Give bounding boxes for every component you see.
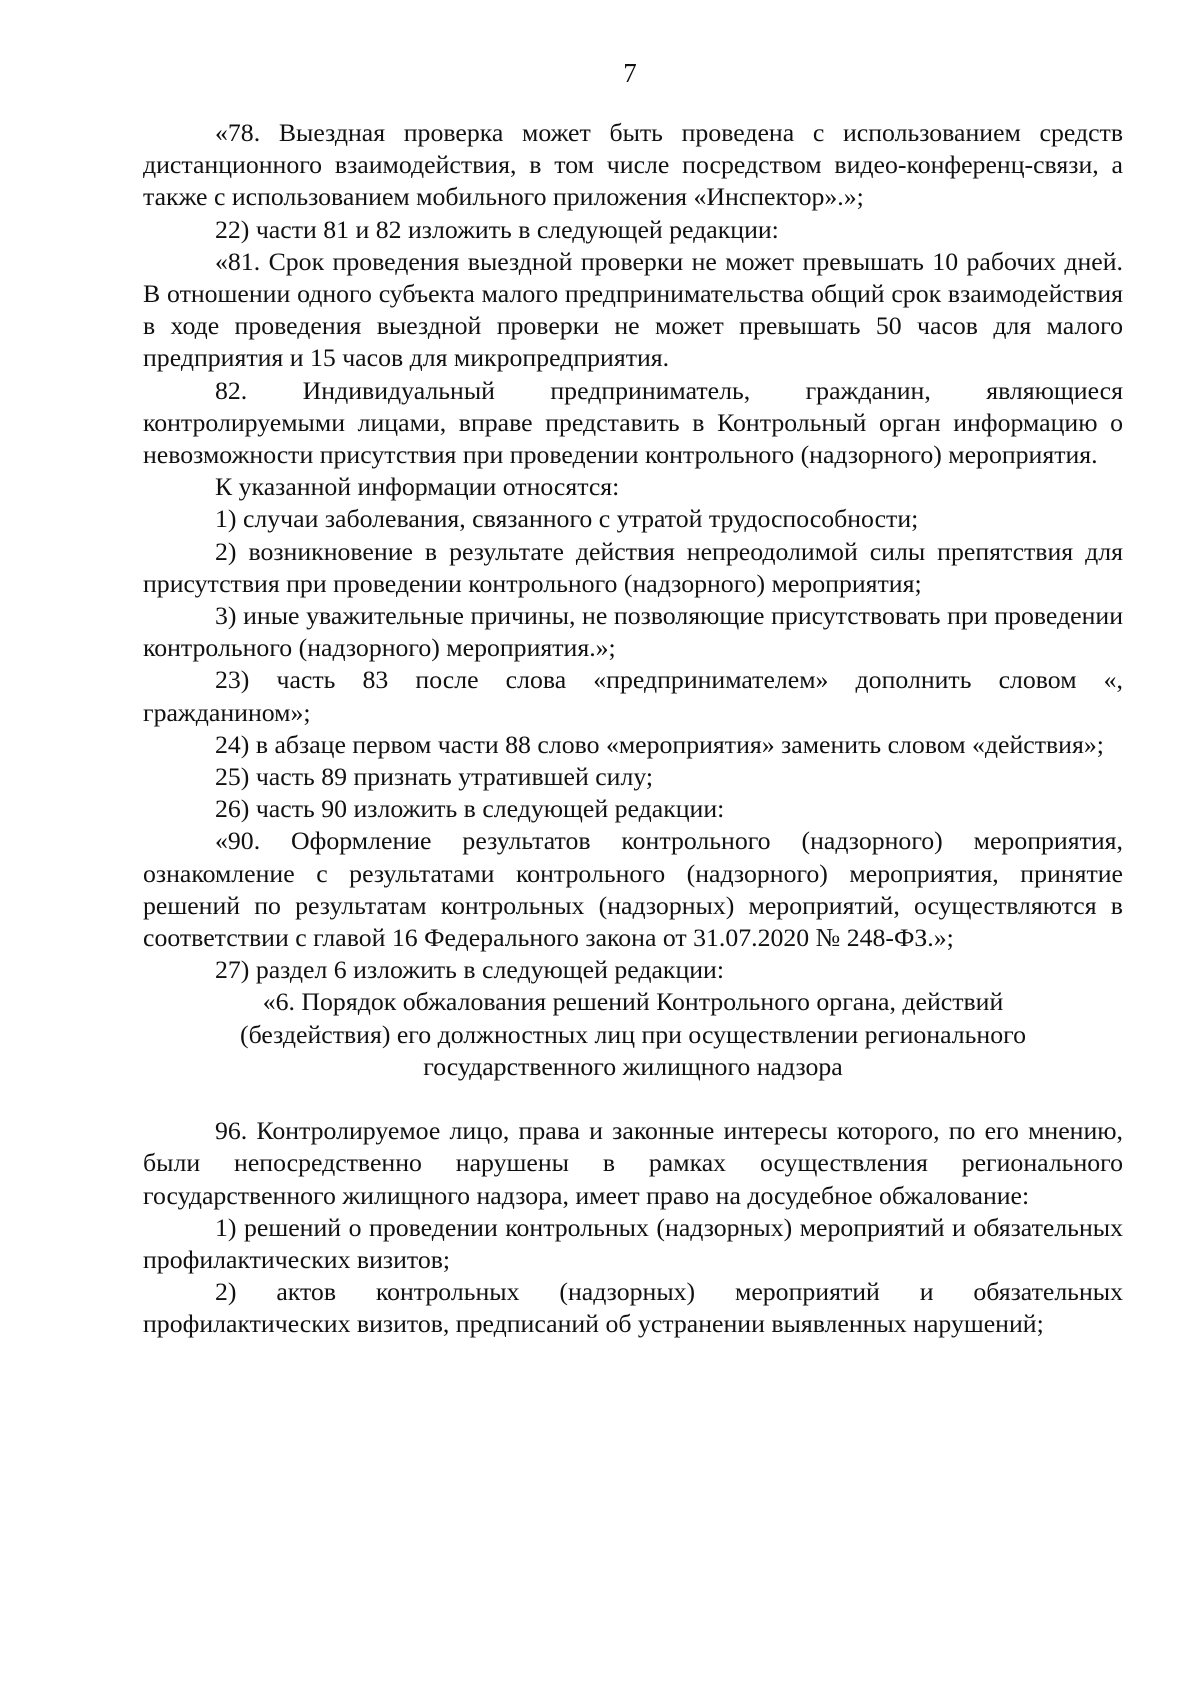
list-item-1: 1) случаи заболевания, связанного с утратой трудоспособности; <box>215 504 919 534</box>
paragraph-amendment-24: 24) в абзаце первом части 88 слово «мероприятия» заменить словом «действия»; <box>215 729 1104 759</box>
heading-spacer <box>143 1083 1123 1115</box>
paragraph-item-96: 96. Контролируемое лицо, права и законные интересы которого, по его мнению, были непосредственно нарушены в рамках осуществления регионального государственного жилищного надзора, имеет право на досудебное обжалование: <box>143 1116 1123 1210</box>
paragraph-item-81: «81. Срок проведения выездной проверки не может превышать 10 рабочих дней. В отношении одного субъекта малого предпринимательства общий срок взаимодействия в ходе проведения выездной проверки не может превышать 50 часов для малого предприятия и 15 часов для микропредприятия. <box>143 246 1123 373</box>
section-heading <box>143 986 1123 1083</box>
list-item-appeal-2: 2) актов контрольных (надзорных) мероприятий и обязательных профилактических визитов, предписаний об устранении выявленных нарушений; <box>143 1277 1123 1339</box>
paragraph-item-82: 82. Индивидуальный предприниматель, гражданин, являющиеся контролируемыми лицами, вправе представить в Контрольный орган информацию о невозможности присутствия при проведении контрольного (надзорного) мероприятия. <box>143 375 1123 470</box>
paragraph-info-intro: К указанной информации относятся: <box>215 472 620 502</box>
paragraph-item-90: «90. Оформление результатов контрольного (надзорного) мероприятия, ознакомление с результатами контрольного (надзорного) мероприятия, принятие решений по результатам контрольных (надзорных) мероприятий, осуществляются в соответствии с главой 16 Федерального закона от 31.07.2020 № 248-ФЗ.»; <box>143 826 1123 953</box>
paragraph-amendment-27: 27) раздел 6 изложить в следующей редакции: <box>215 955 725 985</box>
paragraph-amendment-25: 25) часть 89 признать утратившей силу; <box>215 762 654 792</box>
section-heading-line-2: (бездействия) его должностных лиц при осуществлении регионального <box>240 1019 1026 1049</box>
page-number: 7 <box>623 58 637 88</box>
paragraph-item-78: «78. Выездная проверка может быть проведена с использованием средств дистанционного взаимодействия, в том числе посредством видео-конференц-связи, а также с использованием мобильного приложения «Инспектор».»; <box>143 118 1123 212</box>
list-item-3: 3) иные уважительные причины, не позволяющие присутствовать при проведении контрольного (надзорного) мероприятия.»; <box>143 601 1123 663</box>
section-heading-line-1: «6. Порядок обжалования решений Контрольного органа, действий <box>262 987 1004 1017</box>
paragraph-amendment-23: 23) часть 83 после слова «предпринимателем» дополнить словом «, гражданином»; <box>143 665 1123 727</box>
list-item-appeal-1: 1) решений о проведении контрольных (надзорных) мероприятий и обязательных профилактических визитов; <box>143 1212 1123 1274</box>
paragraph-amendment-26: 26) часть 90 изложить в следующей редакции: <box>215 794 725 824</box>
paragraph-amendment-22: 22) части 81 и 82 изложить в следующей редакции: <box>215 214 779 244</box>
document-body <box>143 117 1123 1341</box>
section-heading-line-3: государственного жилищного надзора <box>423 1051 843 1081</box>
list-item-2: 2) возникновение в результате действия непреодолимой силы препятствия для присутствия при проведении контрольного (надзорного) мероприятия; <box>143 536 1123 598</box>
